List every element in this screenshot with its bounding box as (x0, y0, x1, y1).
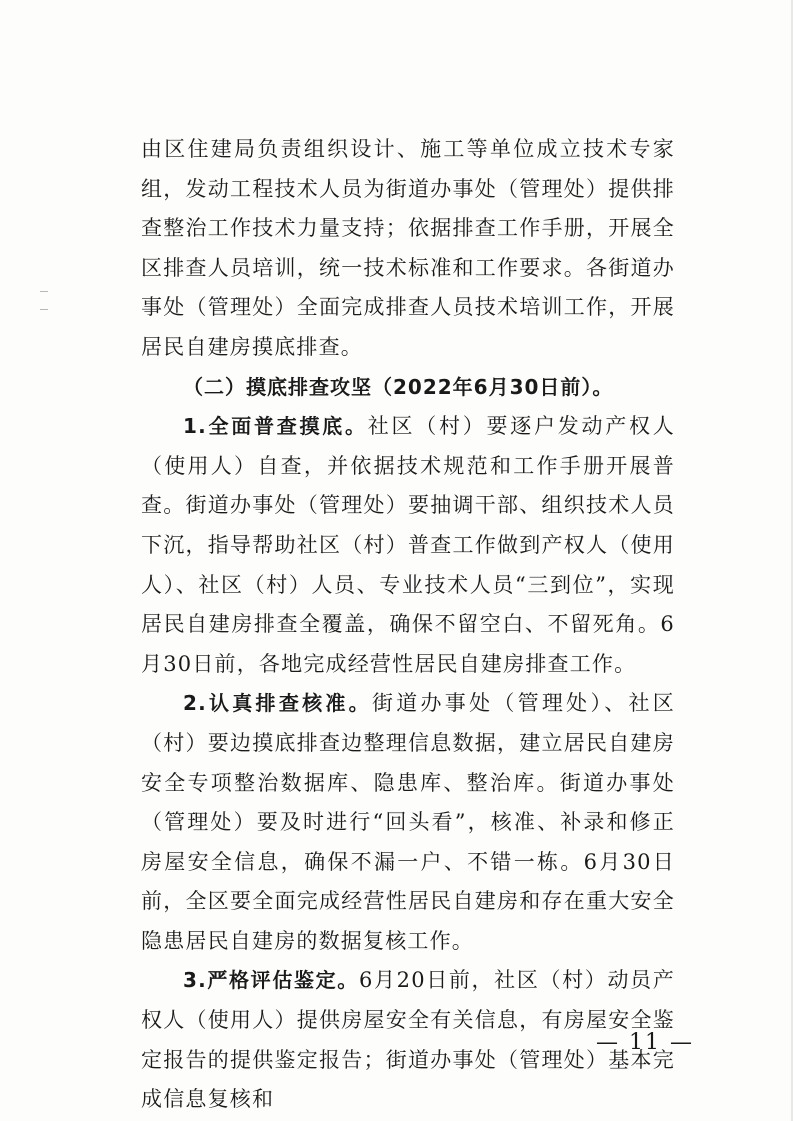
paragraph-item-2 (141, 684, 675, 961)
item-text-2: 街道办事处（管理处）、社区（村）要边摸底排查边整理信息数据，建立居民自建房安全专项整治数据库、隐患库、整治库。街道办事处（管理处）要及时进行“回头看”，核准、补录和修正房屋安全信息，确保不漏一户、不错一栋。6月30日前，全区要全面完成经营性居民自建房和存在重大安全隐患居民自建房的数据复核工作。 (141, 691, 675, 953)
item-lead-1: 1.全面普查摸底。 (183, 414, 368, 439)
item-text-1: 社区（村）要逐户发动产权人（使用人）自查，并依据技术规范和工作手册开展普查。街道办事处（管理处）要抽调干部、组织技术人员下沉，指导帮助社区（村）普查工作做到产权人（使用人）、社区（村）人员、专业技术人员“三到位”，实现居民自建房排查全覆盖，确保不留空白、不留死角。6月30日前，各地完成经营性居民自建房排查工作。 (141, 414, 675, 676)
paragraph-continuation: 由区住建局负责组织设计、施工等单位成立技术专家组，发动工程技术人员为街道办事处（管理处）提供排查整治工作技术力量支持；依据排查工作手册，开展全区排查人员培训，统一技术标准和工作要求。各街道办事处（管理处）全面完成排查人员技术培训工作，开展居民自建房摸底排查。 (141, 137, 675, 359)
paragraph-item-3 (141, 961, 675, 1119)
item-text-3: 6月20日前，社区（村）动员产权人（使用人）提供房屋安全有关信息，有房屋安全鉴定报告的提供鉴定报告；街道办事处（管理处）基本完成信息复核和 (141, 968, 675, 1112)
scan-mark (40, 291, 48, 292)
item-lead-2: 2.认真排查核准。 (183, 691, 372, 716)
paragraph-item-1 (141, 407, 675, 684)
scan-mark (40, 309, 48, 310)
document-body (141, 130, 675, 1120)
page-number: — 11 — (596, 1030, 694, 1055)
item-lead-3: 3.严格评估鉴定。 (183, 968, 359, 993)
section-heading: （二）摸底排查攻坚（2022年6月30日前）。 (183, 374, 614, 399)
